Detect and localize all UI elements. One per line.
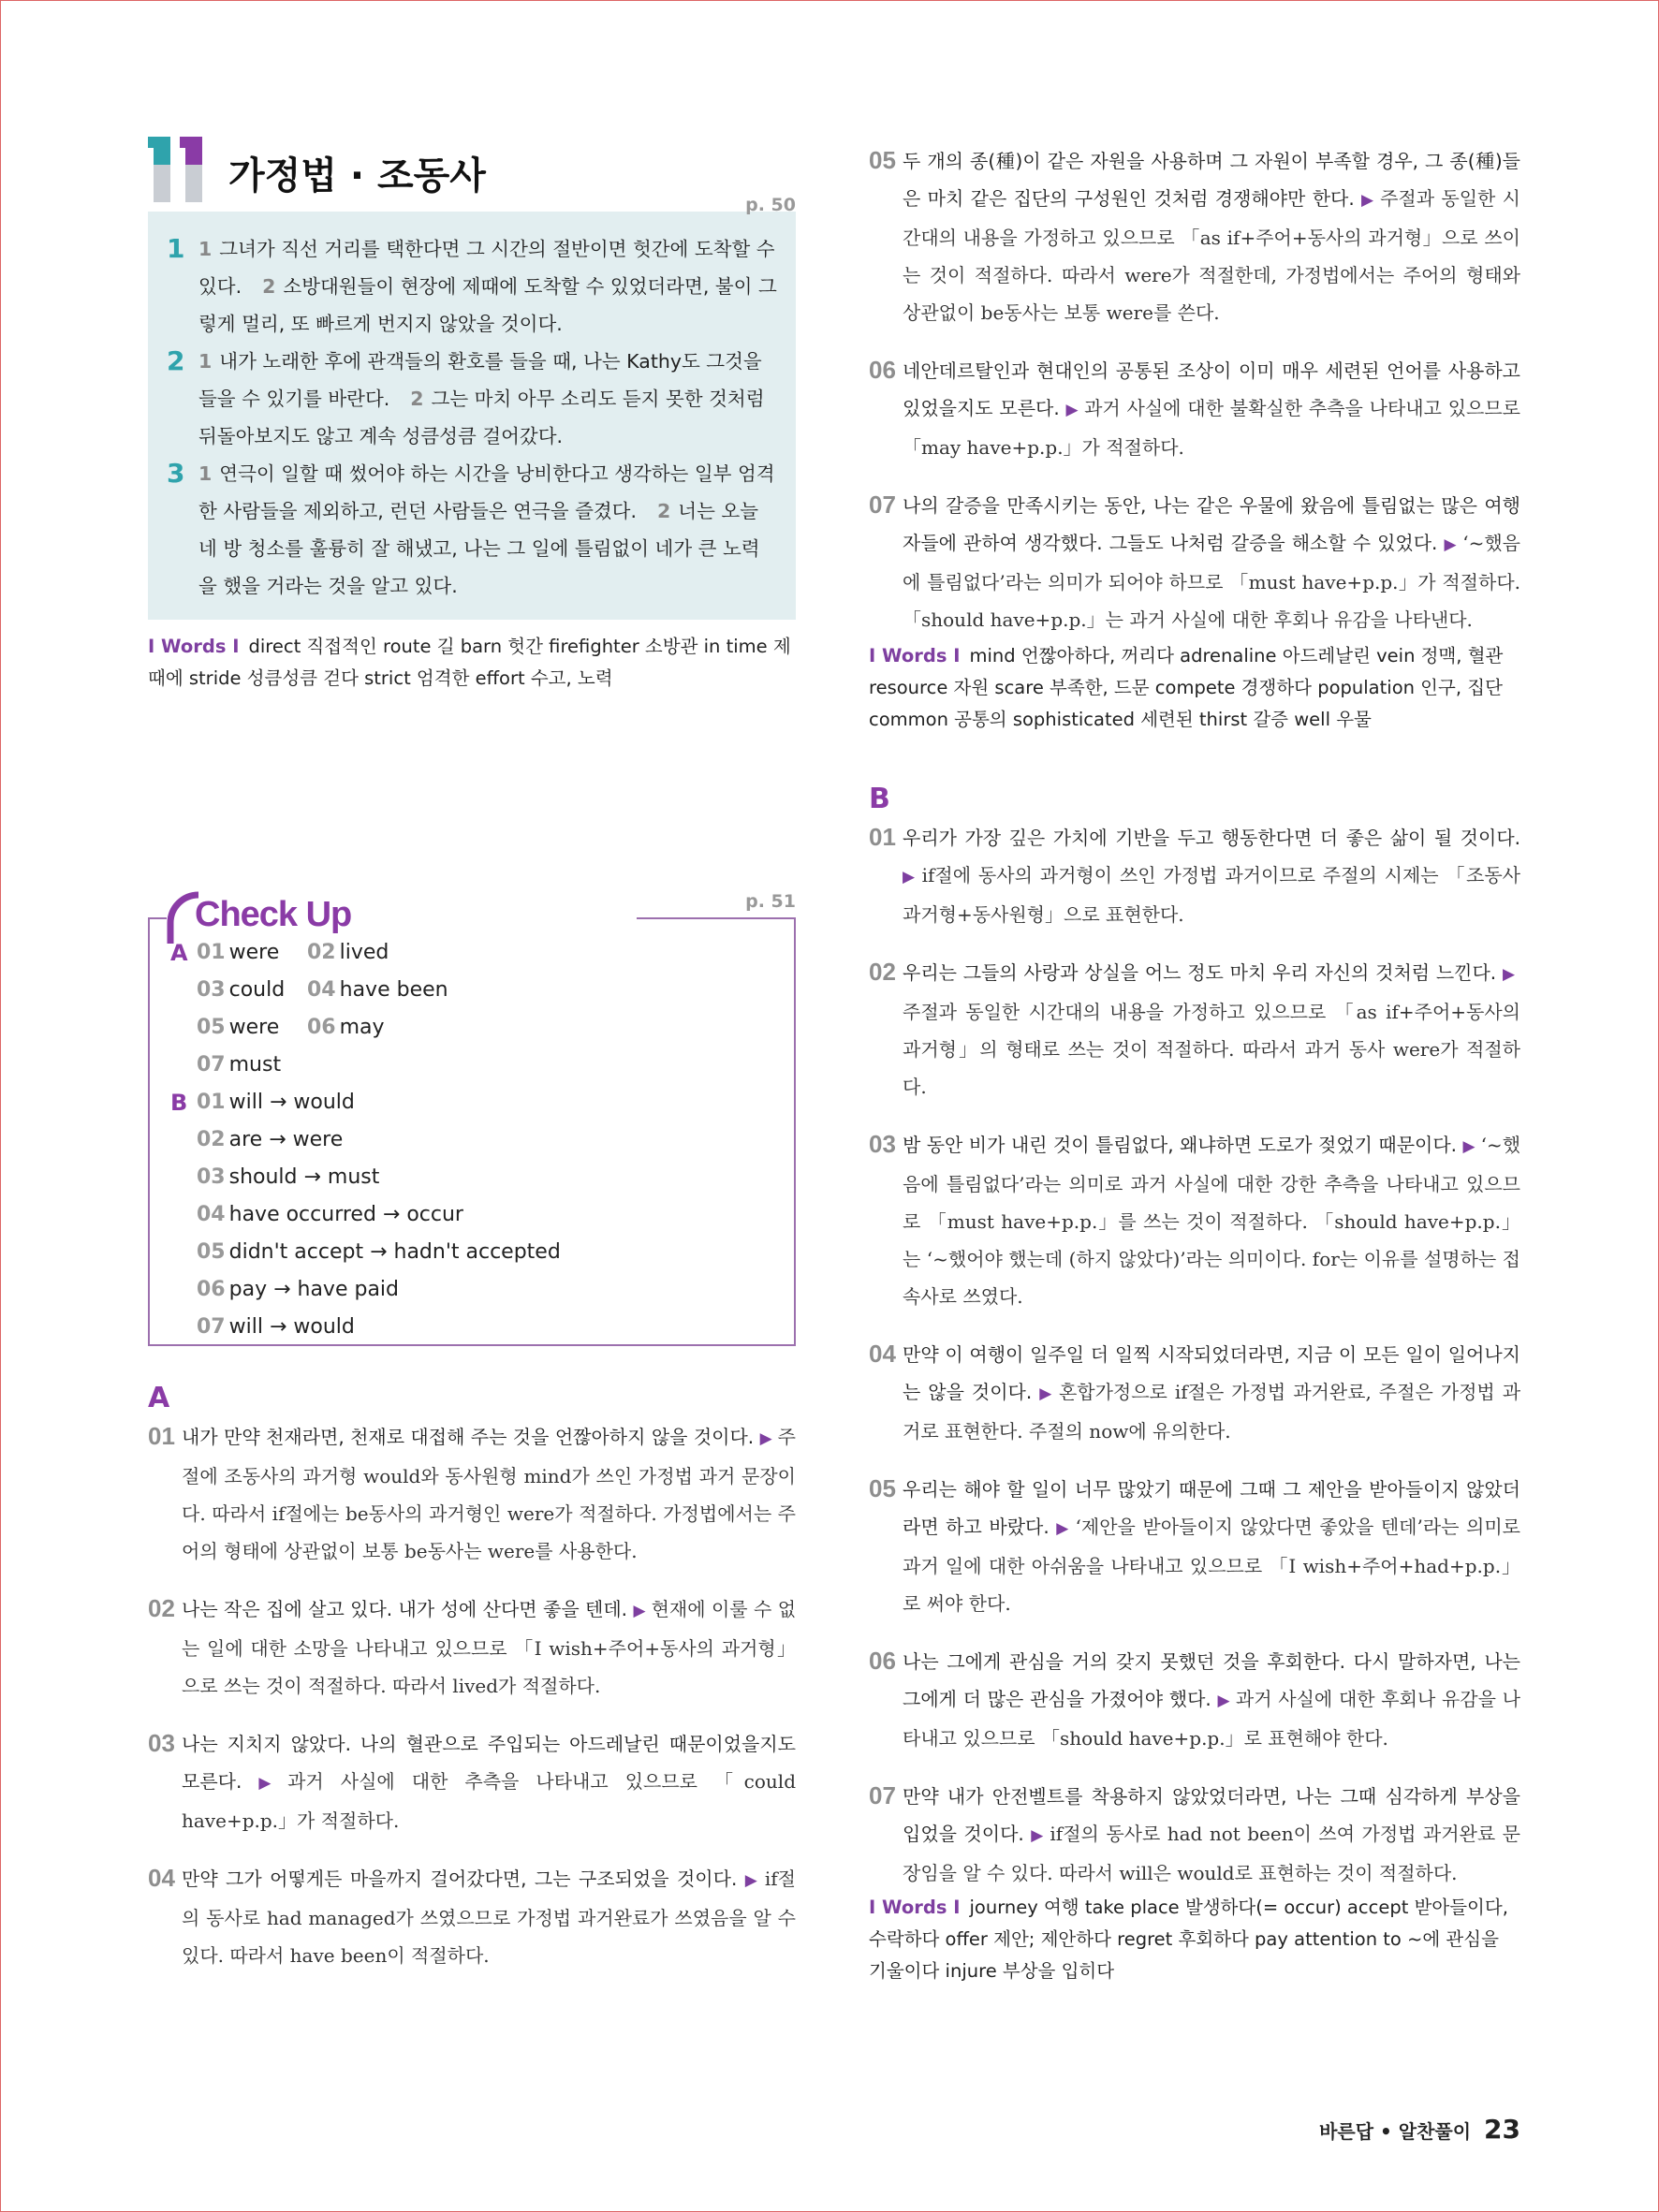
item-explanation: if절의 동사로 had not been이 쓰여 가정법 과거완료 문장임을 알 수 있다. 따라서 will은 would로 표현하는 것이 적절하다. [903, 1823, 1520, 1884]
item-body [903, 1778, 1520, 1892]
section-b [869, 783, 1520, 1892]
item-explanation: 주절과 동일한 시간대의 내용을 가정하고 있으므로 「as if+주어+동사의 과거형」의 형태로 쓰는 것이 적절하다. 따라서 과거 동사 were가 적절하다. [903, 1001, 1520, 1098]
check-up-answer-text: pay → have paid [228, 1278, 400, 1301]
item-translation: 두 개의 종(種)이 같은 자원을 사용하며 그 자원이 부족할 경우, 그 종(種)들은 마치 같은 집단의 구성원인 것처럼 경쟁해야만 한다. [903, 150, 1520, 210]
triangle-marker-icon: ▶ [258, 1774, 283, 1793]
section-b-label: B [869, 783, 890, 815]
check-up-answer-text: lived [339, 941, 389, 964]
item-explanation: 과거 사실에 대한 추측을 나타내고 있으므로 「could have+p.p.」가 적절하다. [182, 1770, 797, 1832]
check-up-section [148, 891, 796, 1346]
check-up-row [169, 1234, 775, 1271]
check-up-answer [197, 1084, 355, 1121]
check-up-section-label: A [170, 940, 188, 966]
check-up-answer [197, 1234, 561, 1271]
explanation-item [869, 1471, 1520, 1622]
footer-label: 바른답 • 알찬풀이 [1319, 2120, 1472, 2143]
answer-number: 3 [167, 458, 185, 489]
explanation-item [869, 819, 1520, 933]
item-translation: 나는 작은 집에 살고 있다. 내가 성에 산다면 좋을 텐데. [182, 1598, 628, 1620]
item-body [182, 1590, 796, 1705]
triangle-marker-icon: ▶ [1361, 191, 1375, 210]
item-body [182, 1860, 796, 1974]
check-up-row [169, 1047, 775, 1084]
check-up-answer-text: may [339, 1016, 385, 1039]
check-up-row [169, 934, 775, 972]
check-up-box [148, 917, 796, 1346]
item-body [903, 1643, 1520, 1757]
chapter-header [148, 131, 796, 215]
words-list: I Words I mind 언짢아하다, 꺼리다 adrenaline 아드레날린 vein 정맥, 혈관 resource 자원 scare 부족한, 드문 compete 경쟁하다 population 인구, 집단 common 공통의 sophisticated 세련된 thirst 갈증 well 우물 [869, 645, 1504, 730]
item-explanation: 혼합가정으로 if절은 가정법 과거완료, 주절은 가정법 과거로 표현한다. 주절의 now에 유의한다. [903, 1381, 1521, 1443]
check-up-number: 02 [197, 1128, 226, 1151]
page-reference: p. 50 [745, 195, 796, 215]
explanation-item [869, 352, 1520, 466]
item-translation: 우리는 그들의 사랑과 상실을 어느 정도 마치 우리 자신의 것처럼 느낀다. [903, 961, 1497, 984]
item-body [903, 1471, 1520, 1622]
check-up-number: 05 [197, 1016, 226, 1039]
item-number: 01 [869, 823, 896, 851]
explanation-item [869, 1336, 1520, 1450]
check-up-row [169, 972, 775, 1009]
check-up-answer [307, 934, 389, 972]
check-up-number: 06 [307, 1016, 336, 1039]
answer-text: 1 연극이 일할 때 썼어야 하는 시간을 낭비한다고 생각하는 일부 엄격한 사람들을 제외하고, 런던 사람들은 연극을 즐겼다. 2 너는 오늘 네 방 청소를 훌륭히 잘 해냈고, 나는 그 일에 틀림없이 네가 큰 노력을 했을 거라는 것을 알고 있다. [198, 462, 775, 597]
check-up-number: 02 [307, 941, 336, 964]
item-explanation: 주절에 조동사의 과거형 would와 동사원형 mind가 쓰인 가정법 과거 문장이다. 따라서 if절에는 be동사의 과거형인 were가 적절하다. 가정법에서는 주어의 형태에 상관없이 보통 be동사는 were를 사용한다. [182, 1426, 796, 1562]
check-up-number: 06 [197, 1278, 226, 1301]
item-translation: 밤 동안 비가 내린 것이 틀림없다, 왜냐하면 도로가 젖었기 때문이다. [903, 1134, 1458, 1156]
check-up-answer-text: must [228, 1053, 282, 1077]
check-up-number: 01 [197, 1091, 226, 1114]
check-up-number: 04 [307, 978, 336, 1002]
check-up-section-label: B [170, 1090, 188, 1116]
item-body [903, 1126, 1520, 1315]
check-up-page-reference: p. 51 [745, 891, 796, 912]
check-up-answer-text: will → would [228, 1091, 355, 1114]
check-up-answer [197, 1271, 399, 1309]
triangle-marker-icon: ▶ [903, 868, 917, 886]
item-body [903, 819, 1520, 933]
item-body [903, 352, 1520, 466]
triangle-marker-icon: ▶ [1056, 1519, 1070, 1538]
check-up-row [169, 1121, 775, 1159]
item-translation: 우리가 가장 깊은 가치에 기반을 두고 행동한다면 더 좋은 삶이 될 것이다. [903, 827, 1520, 849]
triangle-marker-icon: ▶ [1031, 1826, 1045, 1845]
item-translation: 내가 만약 천재라면, 천재로 대접해 주는 것을 언짢아하지 않을 것이다. [182, 1426, 755, 1448]
answer-text: 1 그녀가 직선 거리를 택한다면 그 시간의 절반이면 헛간에 도착할 수 있다. 2 소방대원들이 현장에 제때에 도착할 수 있었더라면, 불이 그렇게 멀리, 또 빠르게 번지지 않았을 것이다. [198, 238, 777, 335]
triangle-marker-icon: ▶ [1502, 965, 1516, 984]
page-number: 23 [1484, 2114, 1520, 2145]
item-explanation: 주절과 동일한 시간대의 내용을 가정하고 있으므로 「as if+주어+동사의 과거형」으로 쓰이는 것이 적절하다. 따라서 were가 적절한데, 가정법에서는 주어의 형태와 상관없이 be동사는 보통 were를 쓴다. [903, 187, 1520, 324]
check-up-answer [197, 1009, 279, 1047]
check-up-row [169, 1009, 775, 1047]
check-up-number: 07 [197, 1053, 226, 1077]
triangle-marker-icon: ▶ [633, 1602, 646, 1620]
check-up-answer [197, 972, 285, 1009]
explanation-item [869, 1126, 1520, 1315]
check-up-number: 03 [197, 978, 226, 1002]
explanation-item [869, 1778, 1520, 1892]
check-up-answer [197, 934, 279, 972]
explanation-item [148, 1590, 796, 1705]
triangle-marker-icon: ▶ [744, 1871, 759, 1890]
check-up-number: 07 [197, 1315, 226, 1339]
explanation-item [148, 1860, 796, 1974]
item-body [903, 954, 1520, 1106]
check-up-row [169, 1309, 775, 1346]
check-up-answer-text: were [228, 1016, 280, 1039]
answer-number: 2 [167, 345, 185, 376]
item-translation: 네안데르탈인과 현대인의 공통된 조상이 이미 매우 세련된 언어를 사용하고 있었을지도 모른다. [903, 359, 1520, 419]
check-up-number: 01 [197, 941, 226, 964]
answer-box [148, 212, 796, 620]
section-a [148, 1382, 796, 1974]
item-translation: 나는 지치지 않았다. 나의 혈관으로 주입되는 아드레날린 때문이었을지도 모른다. [182, 1733, 796, 1793]
triangle-marker-icon: ▶ [759, 1429, 772, 1448]
check-up-answer [197, 1196, 463, 1234]
item-number: 02 [869, 958, 896, 986]
chapter-number-graphic [148, 137, 213, 204]
item-explanation: ‘~했음에 틀림없다’라는 의미가 되어야 하므로 「must have+p.p.」가 적절하다. 「should have+p.p.」는 과거 사실에 대한 후회나 유감을 나타낸다. [903, 532, 1520, 631]
check-up-row [169, 1196, 775, 1234]
check-up-answer-text: have occurred → occur [228, 1203, 463, 1226]
check-up-number: 05 [197, 1240, 226, 1264]
explanation-item [869, 954, 1520, 1106]
check-up-answer [197, 1309, 355, 1346]
check-up-answer [197, 1121, 343, 1159]
item-translation: 만약 이 여행이 일주일 더 일찍 시작되었더라면, 지금 이 모든 일이 일어나지는 않을 것이다. [903, 1343, 1520, 1403]
answer-text: 1 내가 노래한 후에 관객들의 환호를 들을 때, 나는 Kathy도 그것을 들을 수 있기를 바란다. 2 그는 마치 아무 소리도 듣지 못한 것처럼 뒤돌아보지도 않고 계속 성큼성큼 걸어갔다. [198, 350, 765, 447]
item-body [903, 142, 1520, 331]
answer-item [167, 343, 777, 455]
check-up-answer [197, 1047, 281, 1084]
item-explanation: 현재에 이룰 수 없는 일에 대한 소망을 나타내고 있으므로 「I wish+주어+동사의 과거형」으로 쓰는 것이 적절하다. 따라서 lived가 적절하다. [182, 1598, 797, 1697]
item-number: 05 [869, 146, 896, 174]
section-a-label: A [148, 1382, 170, 1414]
check-up-answer-text: could [228, 978, 286, 1002]
check-up-row [169, 1084, 775, 1121]
explanation-item [869, 142, 1520, 331]
item-explanation: ‘제안을 받아들이지 않았다면 좋았을 텐데’라는 의미로 과거 일에 대한 아쉬움을 나타내고 있으므로 「I wish+주어+had+p.p.」로 써야 한다. [903, 1516, 1521, 1615]
item-body [182, 1725, 796, 1839]
item-number: 01 [148, 1422, 175, 1450]
explanation-item [869, 1643, 1520, 1757]
explanation-item [148, 1418, 796, 1570]
item-explanation: if절의 동사로 had managed가 쓰였으므로 가정법 과거완료가 쓰였음을 알 수 있다. 따라서 have been이 적절하다. [182, 1868, 796, 1967]
triangle-marker-icon: ▶ [1039, 1384, 1053, 1403]
explanation-item [869, 487, 1520, 638]
item-number: 07 [869, 491, 896, 519]
item-translation: 만약 내가 안전벨트를 착용하지 않았었더라면, 나는 그때 심각하게 부상을 입었을 것이다. [903, 1785, 1520, 1845]
answer-number: 1 [167, 233, 185, 264]
item-body [182, 1418, 796, 1570]
check-up-number: 03 [197, 1165, 226, 1189]
check-up-answer [307, 1009, 385, 1047]
item-translation: 우리는 해야 할 일이 너무 많았기 때문에 그때 그 제안을 받아들이지 않았더라면 하고 바랐다. [903, 1478, 1520, 1538]
item-number: 03 [869, 1130, 896, 1158]
answer-item [167, 230, 777, 343]
right-column [869, 139, 1520, 1987]
page-footer [1319, 2114, 1520, 2145]
check-up-answer [307, 972, 448, 1009]
item-number: 04 [148, 1864, 175, 1892]
check-up-answer-text: were [228, 941, 280, 964]
item-explanation: if절에 동사의 과거형이 쓰인 가정법 과거이므로 주절의 시제는 「조동사 과거형+동사원형」으로 표현한다. [903, 864, 1520, 926]
item-number: 07 [869, 1781, 896, 1809]
triangle-marker-icon: ▶ [1462, 1137, 1475, 1156]
check-up-answer-text: are → were [228, 1128, 344, 1151]
item-explanation: ‘~했음에 틀림없다’라는 의미로 과거 사실에 대한 강한 추측을 나타내고 있으므로 「must have+p.p.」를 쓰는 것이 적절하다. 「should have+p.p.」는 ‘~했어야 했는데 (하지 않았다)’라는 의미이다. for는 이유를 설명하는 접속사로 쓰였다. [903, 1134, 1521, 1308]
item-number: 05 [869, 1474, 896, 1502]
item-translation: 나는 그에게 관심을 거의 갖지 못했던 것을 후회한다. 다시 말하자면, 나는 그에게 더 많은 관심을 가졌어야 했다. [903, 1650, 1520, 1710]
left-column [148, 131, 796, 1974]
item-explanation: 과거 사실에 대한 후회나 유감을 나타내고 있으므로 「should have+p.p.」로 표현해야 한다. [903, 1688, 1520, 1750]
triangle-marker-icon: ▶ [1217, 1692, 1230, 1710]
item-translation: 나의 갈증을 만족시키는 동안, 나는 같은 우물에 왔음에 틀림없는 많은 여행자들에 관하여 생각했다. 그들도 나처럼 갈증을 해소할 수 있었다. [903, 494, 1520, 554]
words-list: I Words I journey 여행 take place 발생하다(= occur) accept 받아들이다, 수락하다 offer 제안; 제안하다 regret 후회하다 pay attention to ~에 관심을 기울이다 injure 부상을 입히다 [869, 1897, 1508, 1982]
chapter-title: 가정법 · 조동사 [228, 154, 486, 198]
item-body [903, 487, 1520, 638]
check-up-answer-text: should → must [228, 1165, 380, 1189]
check-up-answer-text: didn't accept → hadn't accepted [228, 1240, 561, 1264]
explanation-item [148, 1725, 796, 1839]
check-up-row [169, 1271, 775, 1309]
triangle-marker-icon: ▶ [1444, 535, 1458, 554]
item-number: 02 [148, 1594, 175, 1622]
check-up-number: 04 [197, 1203, 226, 1226]
words-list: I Words I direct 직접적인 route 길 barn 헛간 firefighter 소방관 in time 제때에 stride 성큼성큼 걷다 strict 엄격한 effort 수고, 노력 [148, 636, 791, 689]
check-up-answer-text: will → would [228, 1315, 355, 1339]
check-up-answer [197, 1159, 379, 1196]
check-up-row [169, 1159, 775, 1196]
item-translation: 만약 그가 어떻게든 마을까지 걸어갔다면, 그는 구조되었을 것이다. [182, 1868, 738, 1890]
check-up-answer-text: have been [339, 978, 448, 1002]
item-number: 06 [869, 356, 896, 384]
item-number: 04 [869, 1340, 896, 1368]
check-up-title: Check Up [195, 895, 352, 934]
triangle-marker-icon: ▶ [1065, 401, 1079, 419]
answer-item [167, 455, 777, 605]
item-explanation: 과거 사실에 대한 불확실한 추측을 나타내고 있으므로 「may have+p.p.」가 적절하다. [903, 397, 1520, 459]
item-body [903, 1336, 1520, 1450]
item-number: 06 [869, 1647, 896, 1675]
item-number: 03 [148, 1729, 175, 1757]
